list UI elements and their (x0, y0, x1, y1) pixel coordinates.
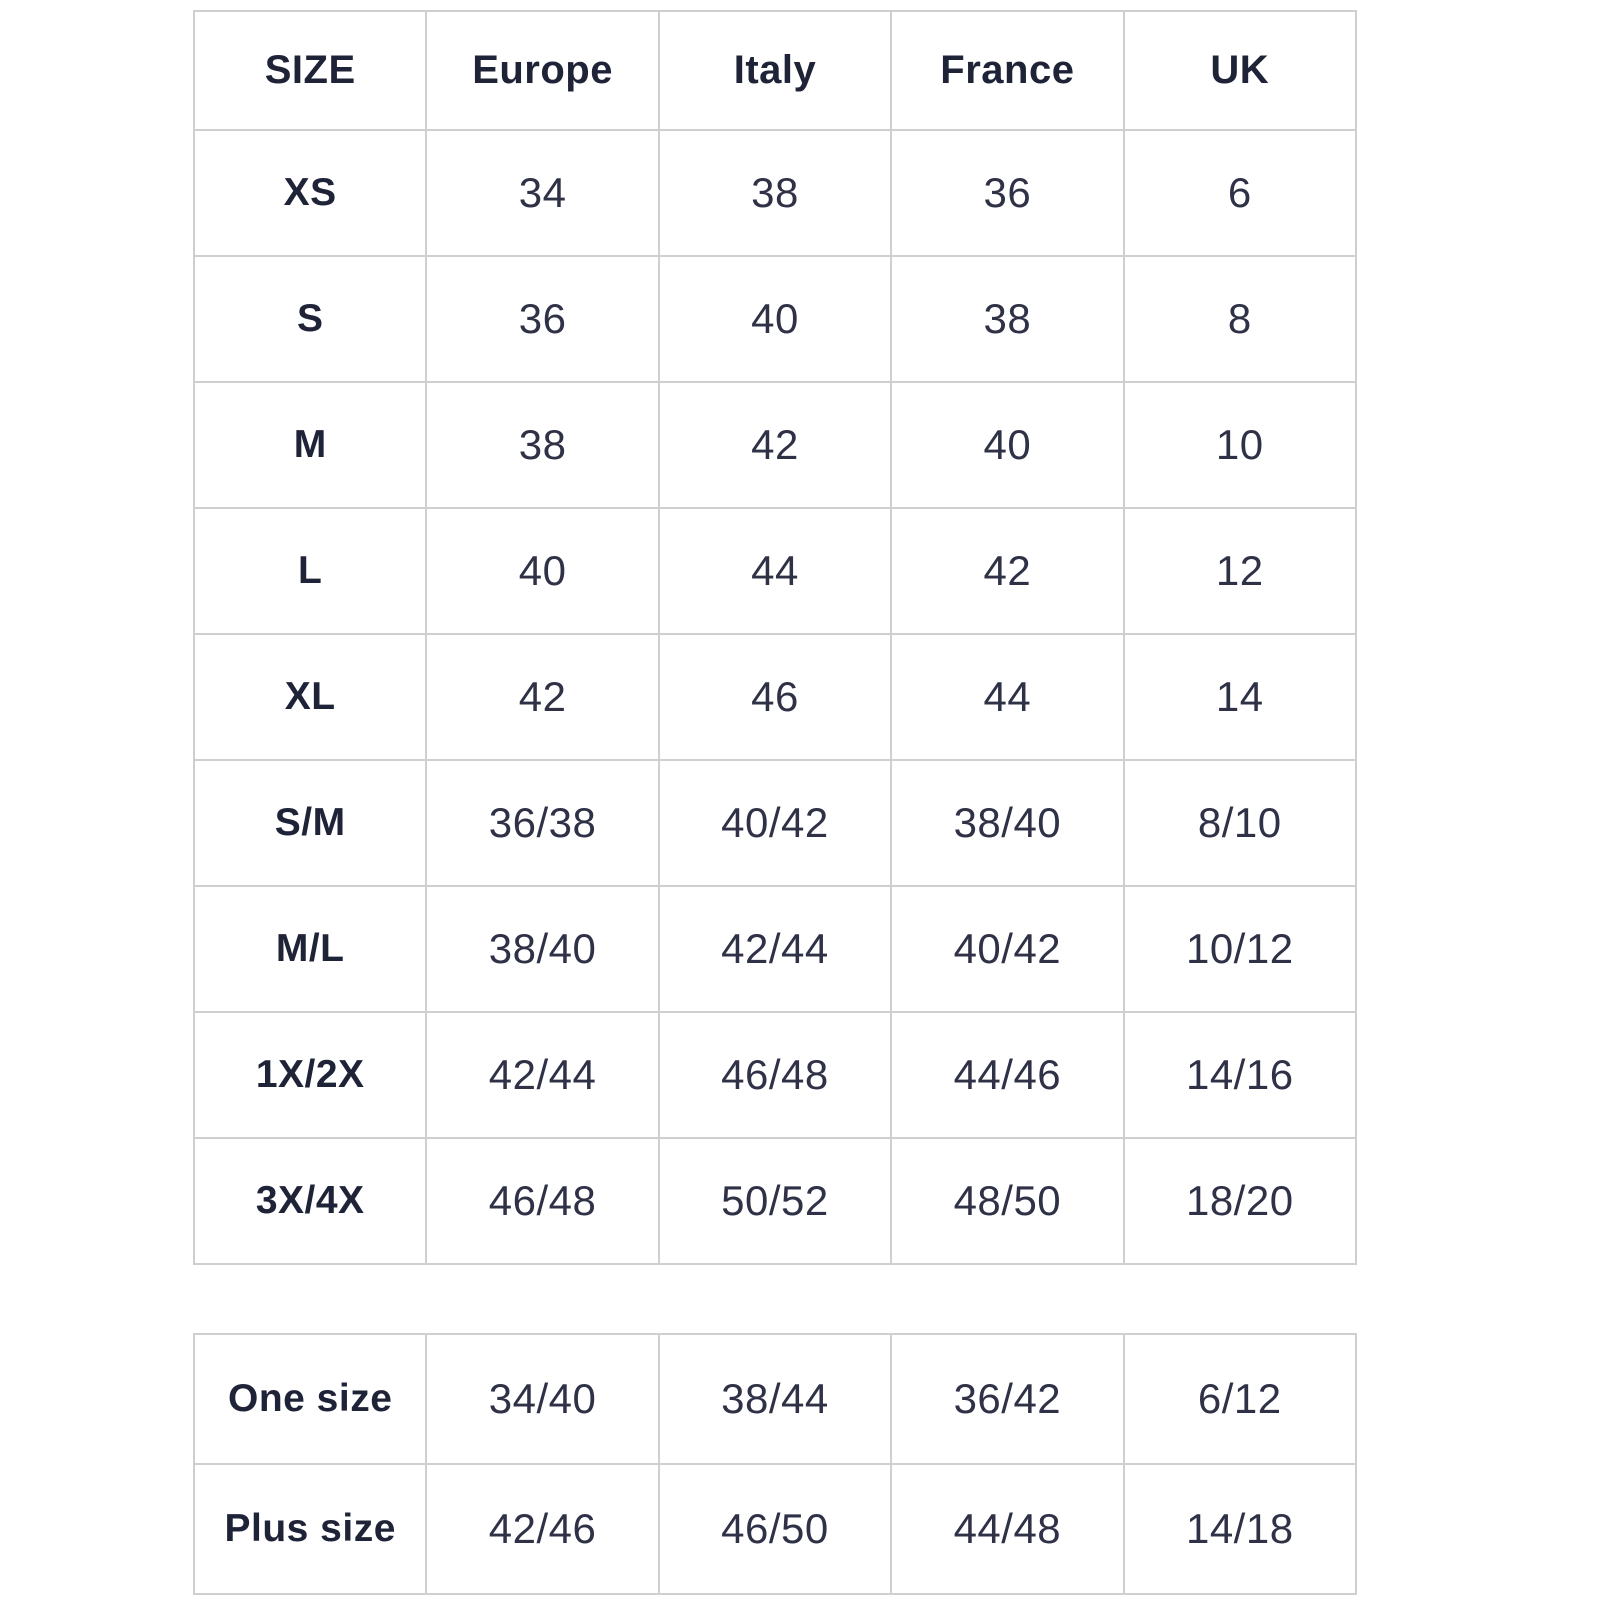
table-cell: 38/40 (891, 760, 1123, 886)
table-row-m-l (194, 886, 1356, 1012)
table-cell: 36/38 (426, 760, 658, 886)
table-row-plus-size (194, 1464, 1356, 1594)
size-conversion-chart (193, 10, 1357, 1265)
table-cell: 38 (891, 256, 1123, 382)
table-cell: 8 (1124, 256, 1356, 382)
column-header-uk: UK (1124, 11, 1356, 130)
table-cell: 34/40 (426, 1334, 658, 1464)
table-cell: 40/42 (891, 886, 1123, 1012)
row-label: XS (194, 130, 426, 256)
table-cell: 36 (891, 130, 1123, 256)
table-cell: 42/44 (659, 886, 891, 1012)
header-row (194, 11, 1356, 130)
table-row-xl (194, 634, 1356, 760)
table-row-s-m (194, 760, 1356, 886)
table-cell: 10/12 (1124, 886, 1356, 1012)
row-label: One size (194, 1334, 426, 1464)
row-label: S/M (194, 760, 426, 886)
table-cell: 42 (891, 508, 1123, 634)
table-cell: 12 (1124, 508, 1356, 634)
table-row-s (194, 256, 1356, 382)
table-cell: 6 (1124, 130, 1356, 256)
table-cell: 44 (659, 508, 891, 634)
table-cell: 42/46 (426, 1464, 658, 1594)
size-conversion-table (193, 10, 1357, 1265)
table-cell: 46/48 (426, 1138, 658, 1264)
table-cell: 36/42 (891, 1334, 1123, 1464)
table-cell: 40/42 (659, 760, 891, 886)
table-cell: 46 (659, 634, 891, 760)
table-cell: 42/44 (426, 1012, 658, 1138)
table-cell: 14/18 (1124, 1464, 1356, 1594)
table-cell: 6/12 (1124, 1334, 1356, 1464)
column-header-france: France (891, 11, 1123, 130)
table-row-xs (194, 130, 1356, 256)
table-cell: 38/44 (659, 1334, 891, 1464)
row-label: Plus size (194, 1464, 426, 1594)
table-row-1x-2x (194, 1012, 1356, 1138)
table-cell: 18/20 (1124, 1138, 1356, 1264)
table-cell: 44 (891, 634, 1123, 760)
table-row-one-size (194, 1334, 1356, 1464)
row-label: M (194, 382, 426, 508)
table-cell: 44/48 (891, 1464, 1123, 1594)
table-row-l (194, 508, 1356, 634)
table-cell: 46/50 (659, 1464, 891, 1594)
table-cell: 44/46 (891, 1012, 1123, 1138)
row-label: 1X/2X (194, 1012, 426, 1138)
table-cell: 14/16 (1124, 1012, 1356, 1138)
table-cell: 40 (891, 382, 1123, 508)
table-cell: 50/52 (659, 1138, 891, 1264)
row-label: L (194, 508, 426, 634)
table-row-m (194, 382, 1356, 508)
special-sizes-table (193, 1333, 1357, 1595)
table-cell: 40 (426, 508, 658, 634)
table-cell: 34 (426, 130, 658, 256)
row-label: 3X/4X (194, 1138, 426, 1264)
column-header-italy: Italy (659, 11, 891, 130)
column-header-europe: Europe (426, 11, 658, 130)
table-cell: 42 (659, 382, 891, 508)
table-cell: 38/40 (426, 886, 658, 1012)
table-cell: 14 (1124, 634, 1356, 760)
table-row-3x-4x (194, 1138, 1356, 1264)
table-cell: 8/10 (1124, 760, 1356, 886)
table-cell: 38 (426, 382, 658, 508)
table-cell: 46/48 (659, 1012, 891, 1138)
column-header-size: SIZE (194, 11, 426, 130)
table-cell: 40 (659, 256, 891, 382)
row-label: XL (194, 634, 426, 760)
table-cell: 10 (1124, 382, 1356, 508)
row-label: S (194, 256, 426, 382)
table-cell: 48/50 (891, 1138, 1123, 1264)
table-cell: 42 (426, 634, 658, 760)
table-cell: 38 (659, 130, 891, 256)
table-cell: 36 (426, 256, 658, 382)
row-label: M/L (194, 886, 426, 1012)
